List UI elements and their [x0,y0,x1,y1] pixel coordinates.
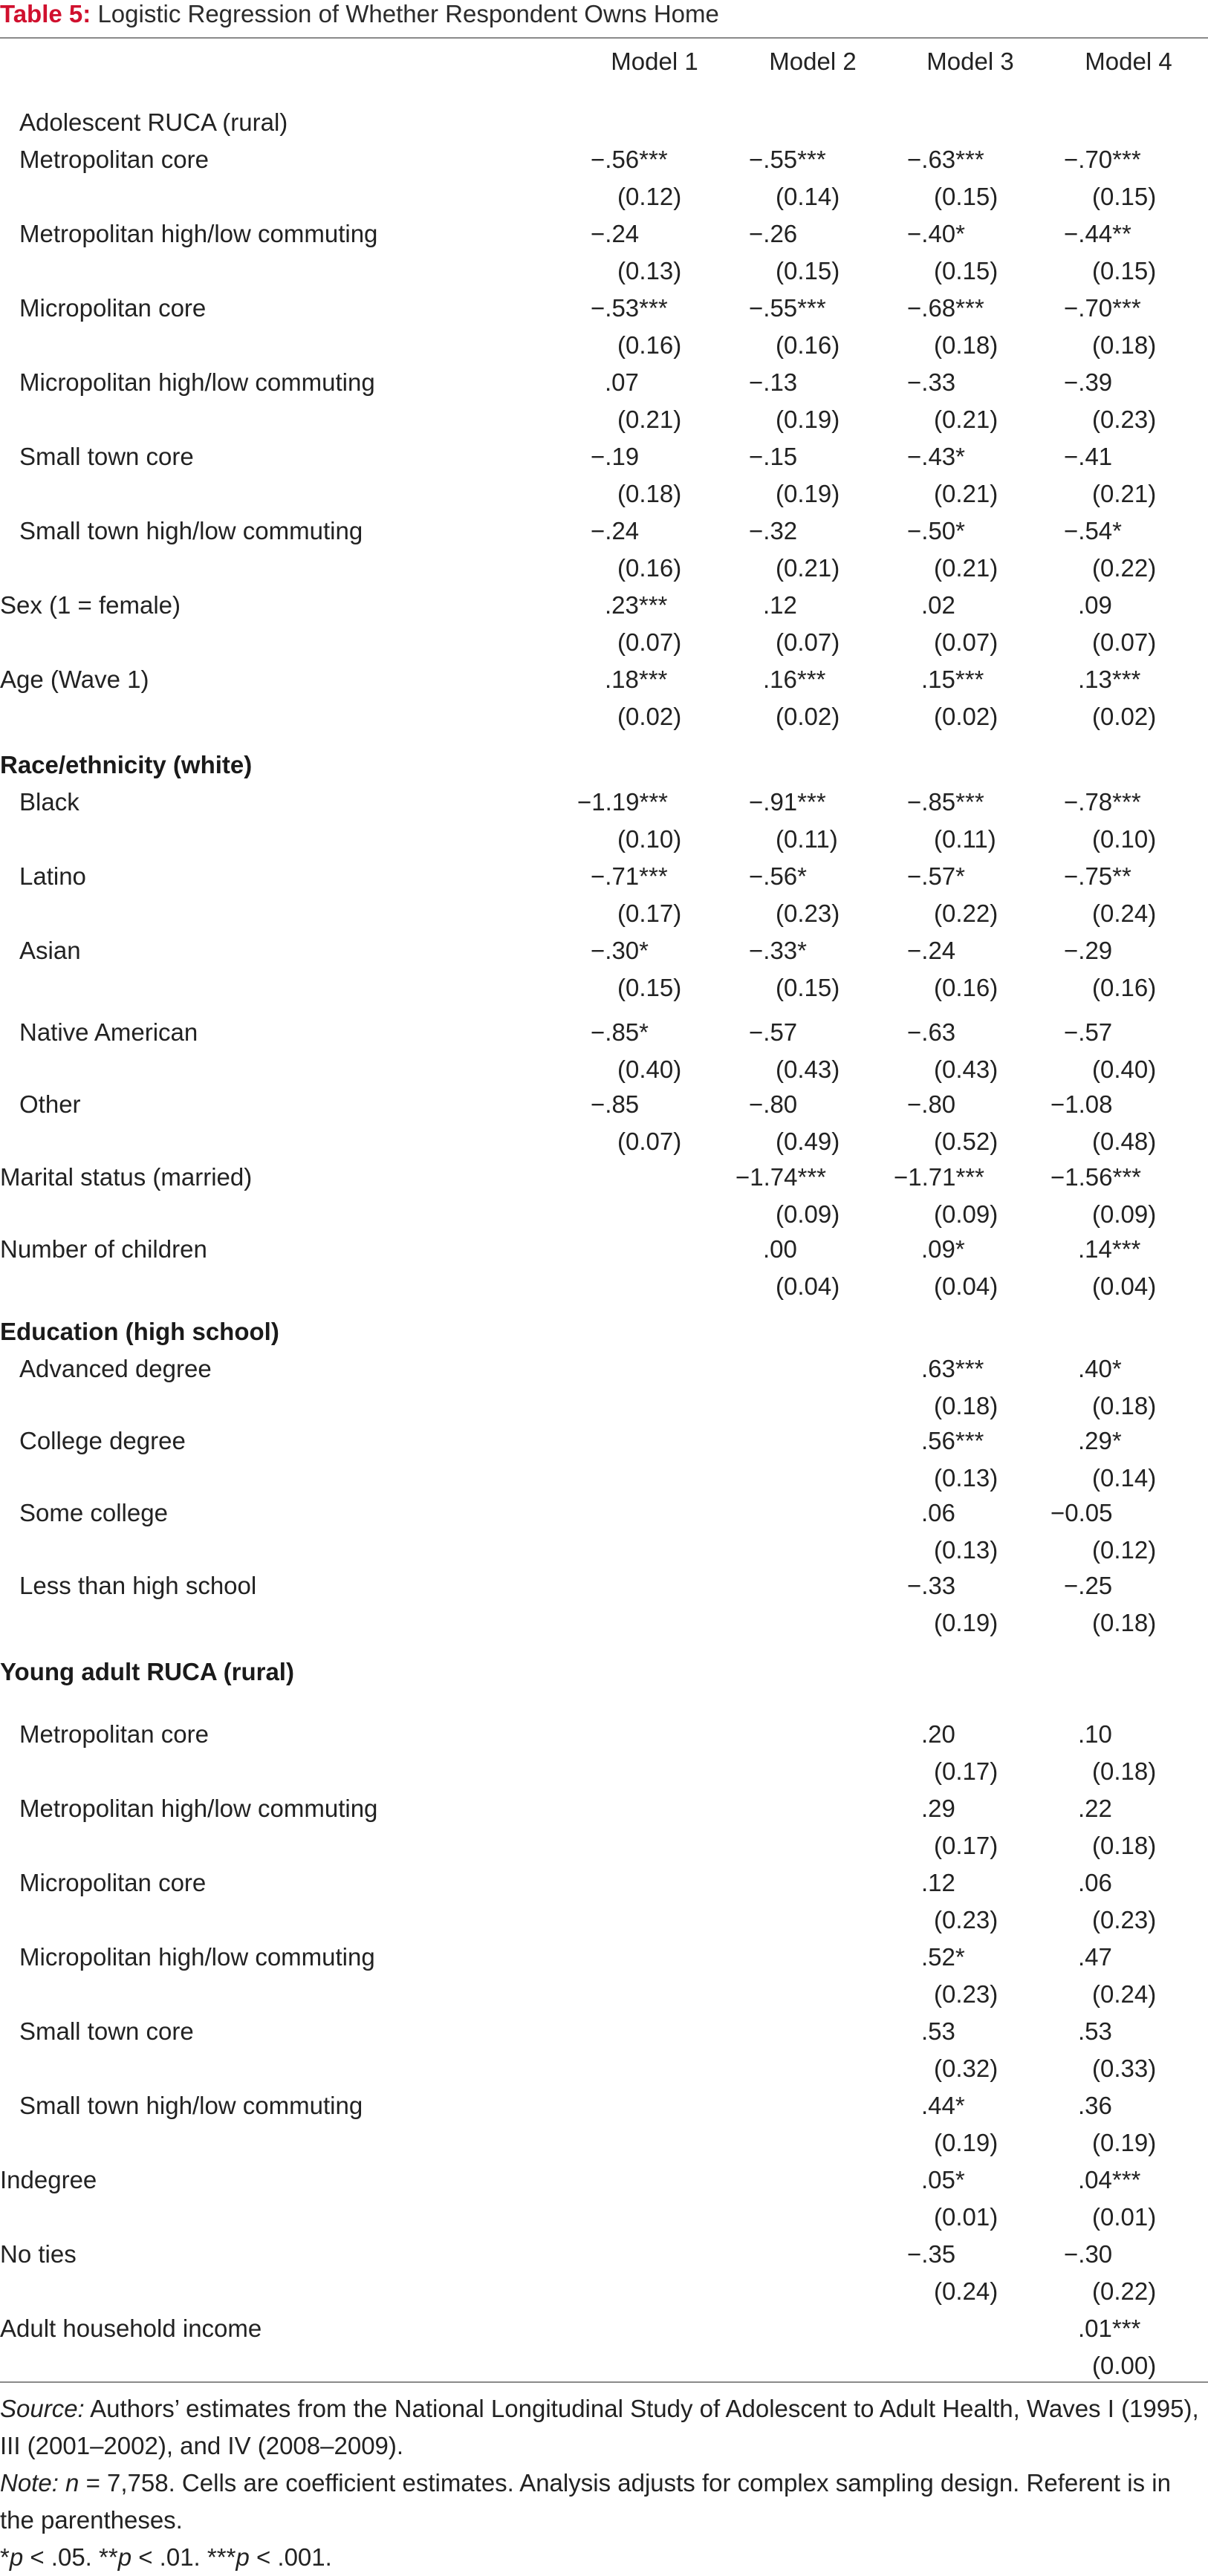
significance-note [0,2539,1208,2576]
coefficient-model-2: −.57 [749,1018,798,1046]
table-row-se-other [0,1123,1208,1160]
table-row-se-small-town-core [0,475,1208,513]
coefficient-model-3: −.68*** [907,294,984,322]
table-row-se-no-ties [0,2273,1208,2310]
standard-error-model-3: (0.11) [934,825,996,853]
coefficient-model-4: −1.56*** [1050,1163,1142,1191]
coefficient-model-3: .06 [921,1499,955,1526]
row-label: Education (high school) [0,1318,279,1345]
table-row-micropolitan-high-low-commuting [0,1939,1208,1976]
coefficient-model-4: −1.08 [1050,1090,1113,1118]
standard-error-model-3: (0.15) [934,183,998,210]
standard-error-model-2: (0.09) [776,1200,840,1228]
standard-error-model-4: (0.02) [1092,703,1157,730]
row-label: Age (Wave 1) [0,666,149,693]
coefficient-model-4: −.54* [1064,517,1122,544]
row-label: Other [19,1090,81,1118]
coefficient-model-2: .00 [763,1235,797,1263]
table-row-micropolitan-high-low-commuting [0,364,1208,401]
standard-error-model-4: (0.22) [1092,2277,1157,2305]
coefficient-model-1: .07 [605,368,639,396]
standard-error-model-4: (0.18) [1092,1609,1157,1636]
coefficient-model-4: .13*** [1078,666,1141,693]
standard-error-model-4: (0.09) [1092,1200,1157,1228]
row-label: Advanced degree [19,1355,212,1382]
standard-error-model-3: (0.32) [934,2055,998,2082]
row-label: Metropolitan core [19,146,209,173]
row-label: No ties [0,2240,77,2268]
row-label: Some college [19,1499,168,1526]
row-label: Metropolitan core [19,1720,209,1748]
standard-error-model-3: (0.19) [934,2129,998,2156]
coefficient-model-2: −.32 [749,517,798,544]
standard-error-model-2: (0.49) [776,1128,840,1155]
coefficient-model-1: −1.19*** [577,788,669,816]
table-row-se-metropolitan-high-low-commuting [0,1827,1208,1864]
table-row-se-age-wave-1 [0,698,1208,735]
table-row-metropolitan-core [0,1716,1208,1753]
table-row-small-town-high-low-commuting [0,2087,1208,2124]
coefficient-model-4: −.75** [1064,862,1131,890]
row-label: Small town high/low commuting [19,2092,363,2119]
standard-error-model-2: (0.02) [776,703,840,730]
table-row-se-small-town-high-low-commuting [0,2124,1208,2162]
coefficient-model-2: −1.74*** [735,1163,827,1191]
standard-error-model-4: (0.00) [1092,2352,1157,2379]
row-label: Adolescent RUCA (rural) [19,108,288,136]
table-row-se-college-degree [0,1460,1208,1497]
row-label: Indegree [0,2166,97,2193]
coefficient-model-1: .18*** [605,666,668,693]
table-row-small-town-high-low-commuting [0,513,1208,550]
coefficient-model-2: −.80 [749,1090,798,1118]
coefficient-model-4: −.70*** [1064,294,1141,322]
table-row-se-micropolitan-core [0,1902,1208,1939]
standard-error-model-4: (0.40) [1092,1056,1157,1083]
coefficient-model-2: .12 [763,591,797,619]
coefficient-model-2: .16*** [763,666,826,693]
sig-level-001: < .001. [249,2543,332,2571]
coefficient-model-4: −.41 [1064,443,1113,470]
coefficient-model-1: −.24 [591,220,640,247]
table-row-micropolitan-core [0,290,1208,327]
standard-error-model-3: (0.04) [934,1272,998,1300]
coefficient-model-1: −.53*** [591,294,668,322]
table-notes [0,2390,1208,2576]
row-label: Young adult RUCA (rural) [0,1658,294,1685]
coefficient-model-1: −.24 [591,517,640,544]
standard-error-model-3: (0.19) [934,1609,998,1636]
standard-error-model-4: (0.10) [1092,825,1157,853]
coefficient-model-3: .29 [921,1795,955,1822]
coefficient-model-4: −.30 [1064,2240,1113,2268]
coefficient-model-3: −.33 [907,1572,956,1599]
table-row-se-adult-household-income [0,2347,1208,2384]
standard-error-model-3: (0.07) [934,628,998,656]
table-row-metropolitan-high-low-commuting [0,215,1208,253]
coefficient-model-4: .36 [1078,2092,1112,2119]
coefficient-model-3: −.57* [907,862,965,890]
standard-error-model-3: (0.09) [934,1200,998,1228]
table-row-young-adult-ruca-rural [0,1653,1208,1691]
row-label: Black [19,788,79,816]
table-row-some-college [0,1494,1208,1532]
standard-error-model-4: (0.24) [1092,1980,1157,2008]
standard-error-model-3: (0.52) [934,1128,998,1155]
standard-error-model-1: (0.17) [617,900,682,927]
coefficient-model-1: −.71*** [591,862,668,890]
standard-error-model-1: (0.02) [617,703,682,730]
standard-error-model-4: (0.15) [1092,257,1157,284]
standard-error-model-1: (0.16) [617,331,682,359]
coefficient-model-3: .05* [921,2166,965,2193]
coefficient-model-4: −.44** [1064,220,1131,247]
table-row-age-wave-1 [0,661,1208,698]
standard-error-model-1: (0.12) [617,183,682,210]
standard-error-model-4: (0.33) [1092,2055,1157,2082]
coefficient-model-3: −.24 [907,937,956,964]
standard-error-model-3: (0.18) [934,1392,998,1419]
coefficient-model-2: −.26 [749,220,798,247]
standard-error-model-4: (0.23) [1092,406,1157,433]
table-row-race-ethnicity-white [0,747,1208,784]
table-row-se-metropolitan-high-low-commuting [0,253,1208,290]
table-row-less-than-high-school [0,1567,1208,1604]
standard-error-model-2: (0.19) [776,480,840,507]
coefficient-model-3: −.50* [907,517,965,544]
table-row-se-small-town-core [0,2050,1208,2087]
standard-error-model-2: (0.07) [776,628,840,656]
row-label: Small town core [19,443,194,470]
coefficient-model-2: −.15 [749,443,798,470]
coefficient-model-4: .14*** [1078,1235,1141,1263]
table-caption [0,0,719,37]
standard-error-model-2: (0.21) [776,554,840,582]
row-label: Micropolitan core [19,294,207,322]
table-row-metropolitan-core [0,141,1208,178]
coefficient-model-3: −.63 [907,1018,956,1046]
row-label: Asian [19,937,81,964]
table-row-se-asian [0,969,1208,1006]
standard-error-model-1: (0.40) [617,1056,682,1083]
table-row-latino [0,858,1208,895]
standard-error-model-3: (0.13) [934,1536,998,1564]
top-rule [0,37,1208,39]
coefficient-model-3: −1.71*** [894,1163,985,1191]
coefficient-model-3: .12 [921,1869,955,1896]
table-row-se-small-town-high-low-commuting [0,550,1208,587]
coefficient-model-3: −.40* [907,220,965,247]
standard-error-model-3: (0.17) [934,1832,998,1859]
coefficient-model-3: .53 [921,2017,955,2045]
coefficient-model-1: −.30* [591,937,649,964]
table-row-adult-household-income [0,2310,1208,2347]
n-symbol: n [65,2469,79,2497]
coefficient-model-4: .22 [1078,1795,1112,1822]
coefficient-model-3: −.80 [907,1090,956,1118]
coefficient-model-3: −.33 [907,368,956,396]
row-label: Adult household income [0,2315,262,2342]
table-row-adolescent-ruca-rural [0,104,1208,141]
standard-error-model-4: (0.19) [1092,2129,1157,2156]
coefficient-model-3: .02 [921,591,955,619]
standard-error-model-4: (0.14) [1092,1464,1157,1492]
coefficient-model-1: .23*** [605,591,668,619]
table-title: Logistic Regression of Whether Respondent Owns Home [97,0,719,27]
standard-error-model-3: (0.23) [934,1980,998,2008]
coefficient-model-4: .10 [1078,1720,1112,1748]
row-label: Marital status (married) [0,1163,253,1191]
coefficient-model-1: −.85* [591,1018,649,1046]
standard-error-model-3: (0.43) [934,1056,998,1083]
standard-error-model-4: (0.18) [1092,1832,1157,1859]
row-label: Metropolitan high/low commuting [19,1795,378,1822]
coefficient-model-3: −.43* [907,443,965,470]
table-row-se-native-american [0,1051,1208,1088]
coefficient-model-2: −.91*** [749,788,826,816]
standard-error-model-3: (0.18) [934,331,998,359]
table-row-se-indegree [0,2199,1208,2236]
standard-error-model-3: (0.21) [934,480,998,507]
sig-level-01: < .01. *** [131,2543,236,2571]
standard-error-model-4: (0.24) [1092,900,1157,927]
table-row-sex-1-female [0,587,1208,624]
table-row-asian [0,932,1208,969]
standard-error-model-3: (0.16) [934,974,998,1001]
table-row-college-degree [0,1422,1208,1460]
p-symbol-1: p [9,2543,24,2571]
note-label: Note: [0,2469,59,2497]
source-label: Source: [0,2395,85,2422]
standard-error-model-2: (0.43) [776,1056,840,1083]
coefficient-model-4: .53 [1078,2017,1112,2045]
coefficient-model-4: .04*** [1078,2166,1141,2193]
standard-error-model-1: (0.07) [617,1128,682,1155]
coefficient-model-4: −.70*** [1064,146,1141,173]
general-note [0,2465,1208,2539]
coefficient-model-2: −.13 [749,368,798,396]
standard-error-model-3: (0.01) [934,2203,998,2231]
table-row-se-micropolitan-high-low-commuting [0,401,1208,438]
table-row-se-less-than-high-school [0,1604,1208,1642]
table-row-indegree [0,2162,1208,2199]
source-text: Authors’ estimates from the National Longitudinal Study of Adolescent to Adult Health, Waves I (1995), III (2001–2002), and IV (2008–2009). [0,2395,1199,2459]
coefficient-model-3: .09* [921,1235,965,1263]
table-row-small-town-core [0,2013,1208,2050]
table-row-se-latino [0,895,1208,932]
row-label: College degree [19,1427,186,1454]
standard-error-model-2: (0.23) [776,900,840,927]
standard-error-model-2: (0.04) [776,1272,840,1300]
coefficient-model-4: −.29 [1064,937,1113,964]
column-header-model-2: Model 2 [769,48,857,75]
table-row-native-american [0,1014,1208,1051]
standard-error-model-3: (0.24) [934,2277,998,2305]
standard-error-model-1: (0.16) [617,554,682,582]
standard-error-model-1: (0.15) [617,974,682,1001]
standard-error-model-2: (0.11) [776,825,838,853]
standard-error-model-4: (0.23) [1092,1906,1157,1933]
table-row-other [0,1086,1208,1123]
standard-error-model-4: (0.22) [1092,554,1157,582]
coefficient-model-3: −.35 [907,2240,956,2268]
row-label: Native American [19,1018,198,1046]
row-label: Small town high/low commuting [19,517,363,544]
coefficient-model-4: .01*** [1078,2315,1141,2342]
standard-error-model-4: (0.01) [1092,2203,1157,2231]
coefficient-model-2: −.56* [749,862,807,890]
column-header-model-1: Model 1 [611,48,698,75]
standard-error-model-1: (0.13) [617,257,682,284]
coefficient-model-2: −.55*** [749,146,826,173]
standard-error-model-1: (0.07) [617,628,682,656]
standard-error-model-1: (0.21) [617,406,682,433]
table-row-se-some-college [0,1532,1208,1569]
row-label: Micropolitan high/low commuting [19,1943,375,1971]
row-label: Sex (1 = female) [0,591,181,619]
row-label: Small town core [19,2017,194,2045]
coefficient-model-1: −.19 [591,443,640,470]
standard-error-model-4: (0.18) [1092,1392,1157,1419]
standard-error-model-4: (0.16) [1092,974,1157,1001]
standard-error-model-4: (0.18) [1092,1757,1157,1785]
coefficient-model-4: −.57 [1064,1018,1113,1046]
coefficient-model-1: −.56*** [591,146,668,173]
coefficient-model-3: .63*** [921,1355,984,1382]
standard-error-model-3: (0.13) [934,1464,998,1492]
row-label: Less than high school [19,1572,257,1599]
table-row-se-black [0,821,1208,858]
table-row-black [0,784,1208,821]
coefficient-model-4: −0.05 [1050,1499,1113,1526]
coefficient-model-3: .56*** [921,1427,984,1454]
standard-error-model-3: (0.17) [934,1757,998,1785]
coefficient-model-4: .29* [1078,1427,1122,1454]
table-row-se-micropolitan-core [0,327,1208,364]
table-row-se-advanced-degree [0,1388,1208,1425]
bottom-rule [0,2381,1208,2383]
coefficient-model-2: −.55*** [749,294,826,322]
source-note [0,2390,1208,2465]
row-label: Metropolitan high/low commuting [19,220,378,247]
table-row-no-ties [0,2236,1208,2273]
standard-error-model-2: (0.15) [776,974,840,1001]
column-header-model-3: Model 3 [926,48,1014,75]
standard-error-model-3: (0.23) [934,1906,998,1933]
coefficient-model-3: .15*** [921,666,984,693]
sig-star-1: * [0,2543,10,2571]
row-label: Latino [19,862,86,890]
standard-error-model-3: (0.21) [934,406,998,433]
note-text: = 7,758. Cells are coefficient estimates. Analysis adjusts for complex sampling design. Referent is in the parentheses. [0,2469,1171,2534]
coefficient-model-1: −.85 [591,1090,640,1118]
standard-error-model-4: (0.18) [1092,331,1157,359]
table-row-se-metropolitan-core [0,1753,1208,1790]
standard-error-model-1: (0.10) [617,825,682,853]
column-header-model-4: Model 4 [1085,48,1172,75]
table-row-metropolitan-high-low-commuting [0,1790,1208,1827]
standard-error-model-4: (0.48) [1092,1128,1157,1155]
standard-error-model-4: (0.12) [1092,1536,1157,1564]
standard-error-model-2: (0.16) [776,331,840,359]
coefficient-model-4: .40* [1078,1355,1122,1382]
row-label: Number of children [0,1235,207,1263]
standard-error-model-4: (0.15) [1092,183,1157,210]
coefficient-model-4: −.78*** [1064,788,1141,816]
standard-error-model-3: (0.21) [934,554,998,582]
table-row-small-town-core [0,438,1208,475]
table-row-se-sex-1-female [0,624,1208,661]
p-symbol-2: p [117,2543,132,2571]
standard-error-model-3: (0.15) [934,257,998,284]
table-number: Table 5: [0,0,91,27]
table-row-se-marital-status-married [0,1196,1208,1233]
coefficient-model-3: −.63*** [907,146,984,173]
coefficient-model-3: .44* [921,2092,965,2119]
standard-error-model-3: (0.02) [934,703,998,730]
row-label: Race/ethnicity (white) [0,751,253,778]
table-row-se-metropolitan-core [0,178,1208,215]
standard-error-model-2: (0.15) [776,257,840,284]
standard-error-model-4: (0.04) [1092,1272,1157,1300]
table-row-micropolitan-core [0,1864,1208,1902]
standard-error-model-4: (0.07) [1092,628,1157,656]
coefficient-model-4: −.25 [1064,1572,1113,1599]
standard-error-model-2: (0.14) [776,183,840,210]
table-row-advanced-degree [0,1350,1208,1388]
p-symbol-3: p [236,2543,250,2571]
table-row-se-number-of-children [0,1268,1208,1305]
coefficient-model-2: −.33* [749,937,807,964]
standard-error-model-2: (0.19) [776,406,840,433]
coefficient-model-3: −.85*** [907,788,984,816]
table-row-se-micropolitan-high-low-commuting [0,1976,1208,2013]
table-row-number-of-children [0,1231,1208,1268]
sig-level-05: < .05. ** [23,2543,118,2571]
table-row-education-high-school [0,1313,1208,1350]
row-label: Micropolitan high/low commuting [19,368,375,396]
coefficient-model-3: .52* [921,1943,965,1971]
standard-error-model-3: (0.22) [934,900,998,927]
table-row-marital-status-married [0,1159,1208,1196]
standard-error-model-1: (0.18) [617,480,682,507]
coefficient-model-4: −.39 [1064,368,1113,396]
coefficient-model-4: .09 [1078,591,1112,619]
row-label: Micropolitan core [19,1869,207,1896]
coefficient-model-3: .20 [921,1720,955,1748]
coefficient-model-4: .47 [1078,1943,1112,1971]
coefficient-model-4: .06 [1078,1869,1112,1896]
standard-error-model-4: (0.21) [1092,480,1157,507]
